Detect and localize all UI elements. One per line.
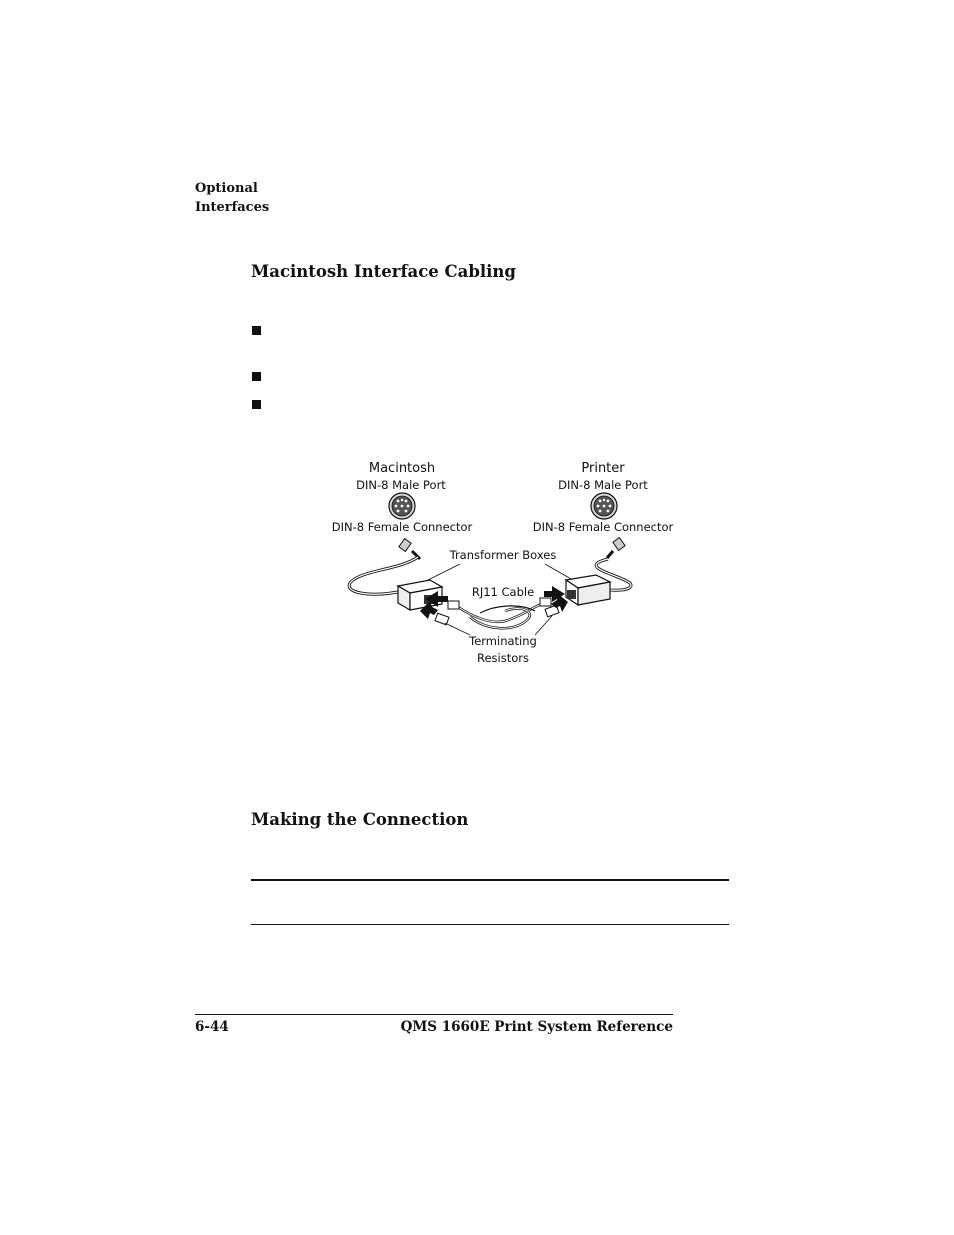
macintosh-connector-label: DIN-8 Female Connector	[331, 520, 473, 534]
printer-connector-label: DIN-8 Female Connector	[532, 520, 674, 534]
bullet-2	[252, 372, 261, 381]
note-rule-top	[251, 879, 729, 881]
rj11-plug-right	[540, 598, 551, 606]
din8-port-icon-right	[591, 493, 617, 519]
cabling-diagram	[320, 455, 690, 670]
note-rule-bottom	[251, 924, 729, 925]
din-connector-right	[607, 538, 625, 558]
book-title: QMS 1660E Print System Reference	[400, 1019, 673, 1035]
macintosh-title: Macintosh	[368, 461, 436, 476]
cabling-diagram-svg	[320, 455, 690, 670]
din-connector-left	[399, 539, 420, 559]
page-number: 6-44	[195, 1019, 229, 1035]
margin-label-line1: Optional	[195, 181, 258, 196]
bullet-1	[252, 326, 261, 335]
printer-port-label: DIN-8 Male Port	[558, 478, 648, 492]
rj11-plug-left	[448, 601, 459, 609]
footer-rule	[195, 1014, 673, 1015]
macintosh-port-label: DIN-8 Male Port	[356, 478, 446, 492]
transformer-boxes-label: Transformer Boxes	[449, 548, 557, 562]
printer-title: Printer	[581, 461, 625, 476]
terminating-resistors-label-line1: Terminating	[469, 634, 537, 648]
rj11-cable	[458, 603, 545, 628]
margin-label	[195, 179, 269, 217]
rj11-cable-label: RJ11 Cable	[471, 585, 535, 599]
bullet-3	[252, 400, 261, 409]
section-heading-cabling: Macintosh Interface Cabling	[251, 262, 516, 281]
transformer-box-right	[566, 575, 610, 605]
din8-port-icon-left	[389, 493, 415, 519]
terminating-resistor-left	[435, 613, 449, 625]
section-heading-connection: Making the Connection	[251, 810, 469, 829]
margin-label-line2: Interfaces	[195, 200, 270, 215]
terminating-resistors-label-line2: Resistors	[477, 651, 529, 665]
